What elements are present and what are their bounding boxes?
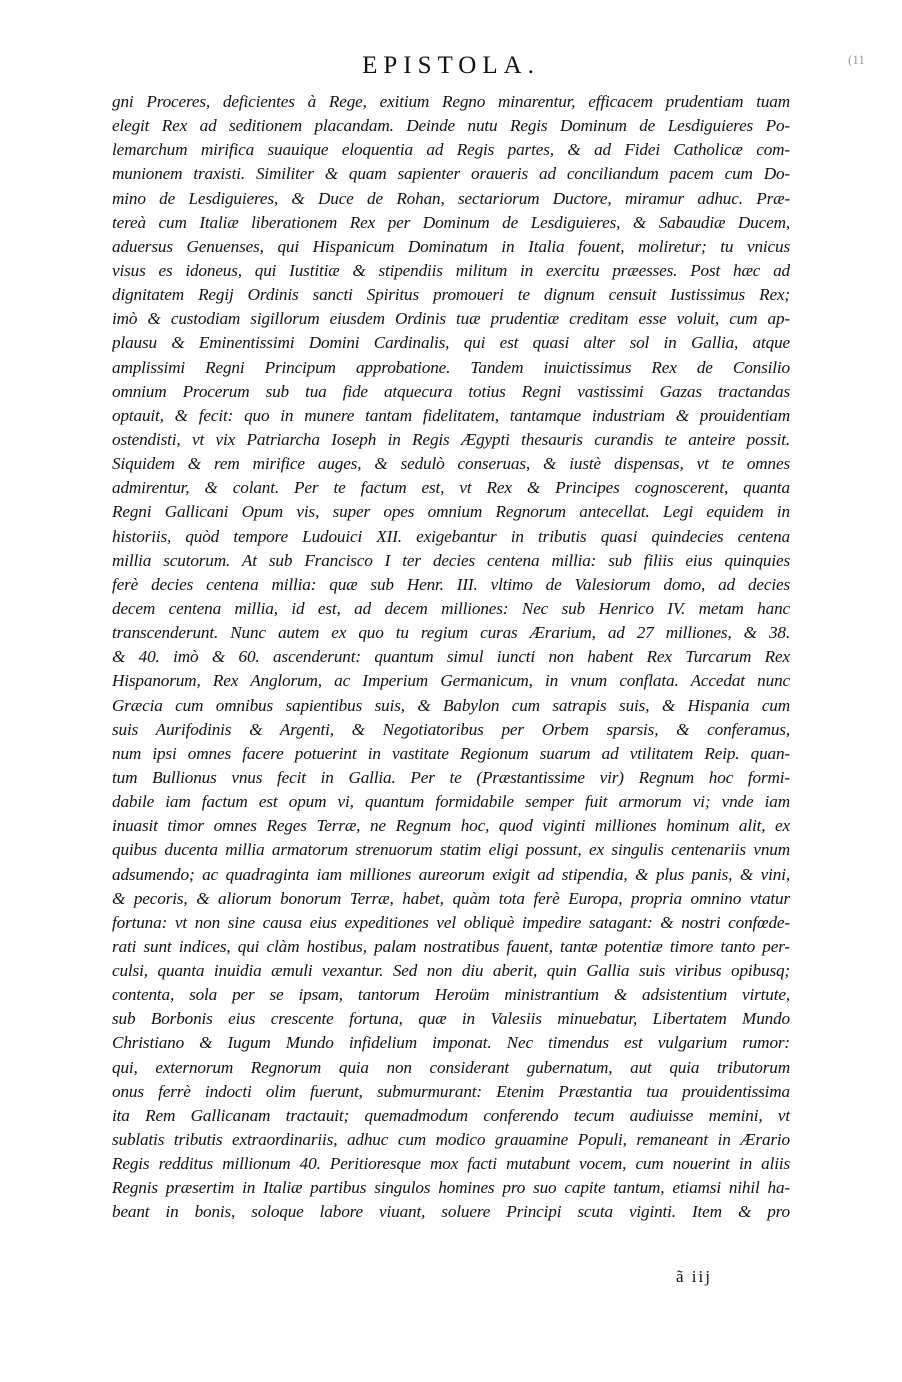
text-line: sub Borbonis eius crescente fortuna, quæ in Valesiis minuebatur, Libertatem Mundo [112,1009,790,1029]
page-header: EPISTOLA. [362,52,540,79]
text-line: imò & custodiam sigillorum eiusdem Ordinis tuæ prudentiæ creditam esse voluit, cum ap- [112,309,790,329]
text-line: num ipsi omnes facere potuerint in vastitate Regionum suarum ad vtilitatem Reip. quan- [112,743,790,763]
text-line: admirentur, & colant. Per te factum est, vt Rex & Principes cognoscerent, quanta [112,478,790,498]
text-line: Regis redditus millionum 40. Peritioresque mox facti mutabunt vocem, cum nouerint in aliis [112,1154,790,1174]
text-line: millia scutorum. At sub Francisco I ter decies centena millia: sub filiis eius quinquies [112,550,790,570]
text-line: quibus ducenta millia armatorum strenuorum statim eligi possunt, ex singulis centenariis vnum [112,840,790,860]
text-line: lemarchum mirifica suauique eloquentia ad Regis partes, & ad Fidei Catholicæ com- [112,140,790,160]
text-line: ferè decies centena millia: quæ sub Henr. III. vltimo de Valesiorum domo, ad decies [112,574,790,594]
text-line: suis Aurifodinis & Argenti, & Negotiatoribus per Orbem sparsis, & conferamus, [112,719,790,739]
signature-mark: ã iij [676,1267,712,1286]
text-line: adsumendo; ac quadraginta iam milliones aureorum exigit ad stipendia, & plus panis, & vini, [112,864,790,884]
text-line: & pecoris, & aliorum bonorum Terræ, habet, quàm tota ferè Europa, propria omnino vtatur [112,888,790,908]
text-line: plausu & Eminentissimi Domini Cardinalis, qui est quasi alter sol in Gallia, atque [112,333,790,353]
text-line: Siquidem & rem mirifice auges, & sedulò conseruas, & iustè dispensas, vt te omnes [112,454,790,474]
text-line: contenta, sola per se ipsam, tantorum Heroüm ministrantium & adsistentium virtute, [112,985,790,1005]
text-line: omnium Procerum sub tua fide atquecura totius Regni vastissimi Gazas tractandas [112,381,790,401]
text-line: elegit Rex ad seditionem placandam. Deinde nutu Regis Dominum de Lesdiguieres Po- [112,116,790,136]
text-line: dabile iam factum est opum vi, quantum formidabile semper fuit armorum vi; vnde iam [112,792,790,812]
text-line: culsi, quanta inuidia æmuli vexantur. Sed non diu aberit, quin Gallia suis viribus opibusq; [112,961,790,981]
margin-note: (11 [848,52,865,67]
text-line: sublatis tributis extraordinariis, adhuc cum modico grauamine Populi, remaneant in Ærario [112,1130,790,1150]
text-line: Græcia cum omnibus sapientibus suis, & Babylon cum satrapis suis, & Hispania cum [112,695,790,715]
text-line: & 40. imò & 60. ascenderunt: quantum simul iuncti non habent Rex Turcarum Rex [112,647,790,667]
text-line: visus es idoneus, qui Iustitiæ & stipendiis militum in exercitu præesses. Post hæc ad [112,260,790,280]
text-line: beant in bonis, soloque labore viuant, soluere Principi scuta viginti. Item & pro [112,1202,790,1222]
text-line: munionem traxisti. Similiter & quam sapienter oraueris ad conciliandum pacem cum Do- [112,164,790,184]
text-line: fortuna: vt non sine causa eius expeditiones vel obliquè impedire satagant: & nostri confœde- [112,912,790,932]
text-line: mino de Lesdiguieres, & Duce de Rohan, sectariorum Ductore, miramur adhuc. Præ- [112,188,790,208]
text-line: ita Rem Gallicanam tractauit; quemadmodum conferendo tecum audiuisse memini, vt [112,1105,790,1125]
text-line: gni Proceres, deficientes à Rege, exitium Regno minarentur, efficacem prudentiam tuam [112,92,790,111]
text-line: amplissimi Regni Principum approbatione. Tandem inuictissimus Rex de Consilio [112,357,790,377]
text-line: rati sunt indices, qui clàm hostibus, palam nostratibus fauent, tantæ potentiæ timore tanto per- [112,936,790,956]
text-line: tereà cum Italiæ liberationem Rex per Dominum de Lesdiguieres, & Sabaudiæ Ducem, [112,212,790,232]
text-line: qui, externorum Regnorum quia non considerant gubernatum, aut quia tributorum [112,1057,790,1077]
text-line: dignitatem Regij Ordinis sancti Spiritus promoueri te dignum censuit Iustissimus Rex; [112,285,790,305]
text-line: historiis, quòd tempore Ludouici XII. exigebantur in tributis quasi quindecies centena [112,526,790,546]
text-line: aduersus Genuenses, qui Hispanicum Dominatum in Italia fouent, moliretur; tu vnicus [112,236,790,256]
text-line: Regni Gallicani Opum vis, super opes omnium Regnorum antecellat. Legi equidem in [112,502,790,522]
text-line: Regnis præsertim in Italiæ partibus singulos homines pro suo capite tantum, etiamsi nihil ha- [112,1178,790,1198]
body-text [112,90,790,1225]
text-line: inuasit timor omnes Reges Terræ, ne Regnum hoc, quod viginti milliones hominum alit, ex [112,816,790,836]
text-line: ostendisti, vt vix Patriarcha Ioseph in Regis Ægypti thesauris curandis te anteire possit. [112,429,790,449]
text-line: tum Bullionus vnus fecit in Gallia. Per te (Præstantissime vir) Regnum hoc formi- [112,767,790,787]
text-line: onus ferrè indocti olim fuerunt, submurmurant: Etenim Præstantia tua prouidentissima [112,1081,790,1101]
text-line: Christiano & Iugum Mundo infidelium imponat. Nec timendus est vulgarium rumor: [112,1033,790,1053]
text-line: decem centena millia, id est, ad decem milliones: Nec sub Henrico IV. metam hanc [112,598,790,618]
text-line: transcenderunt. Nunc autem ex quo tu regium curas Ærarium, ad 27 milliones, & 38. [112,623,790,643]
text-line: Hispanorum, Rex Anglorum, ac Imperium Germanicum, in vnum conflata. Accedat nunc [112,671,790,691]
text-line: optauit, & fecit: quo in munere tantam fidelitatem, tantamque industriam & prouidentiam [112,405,790,425]
